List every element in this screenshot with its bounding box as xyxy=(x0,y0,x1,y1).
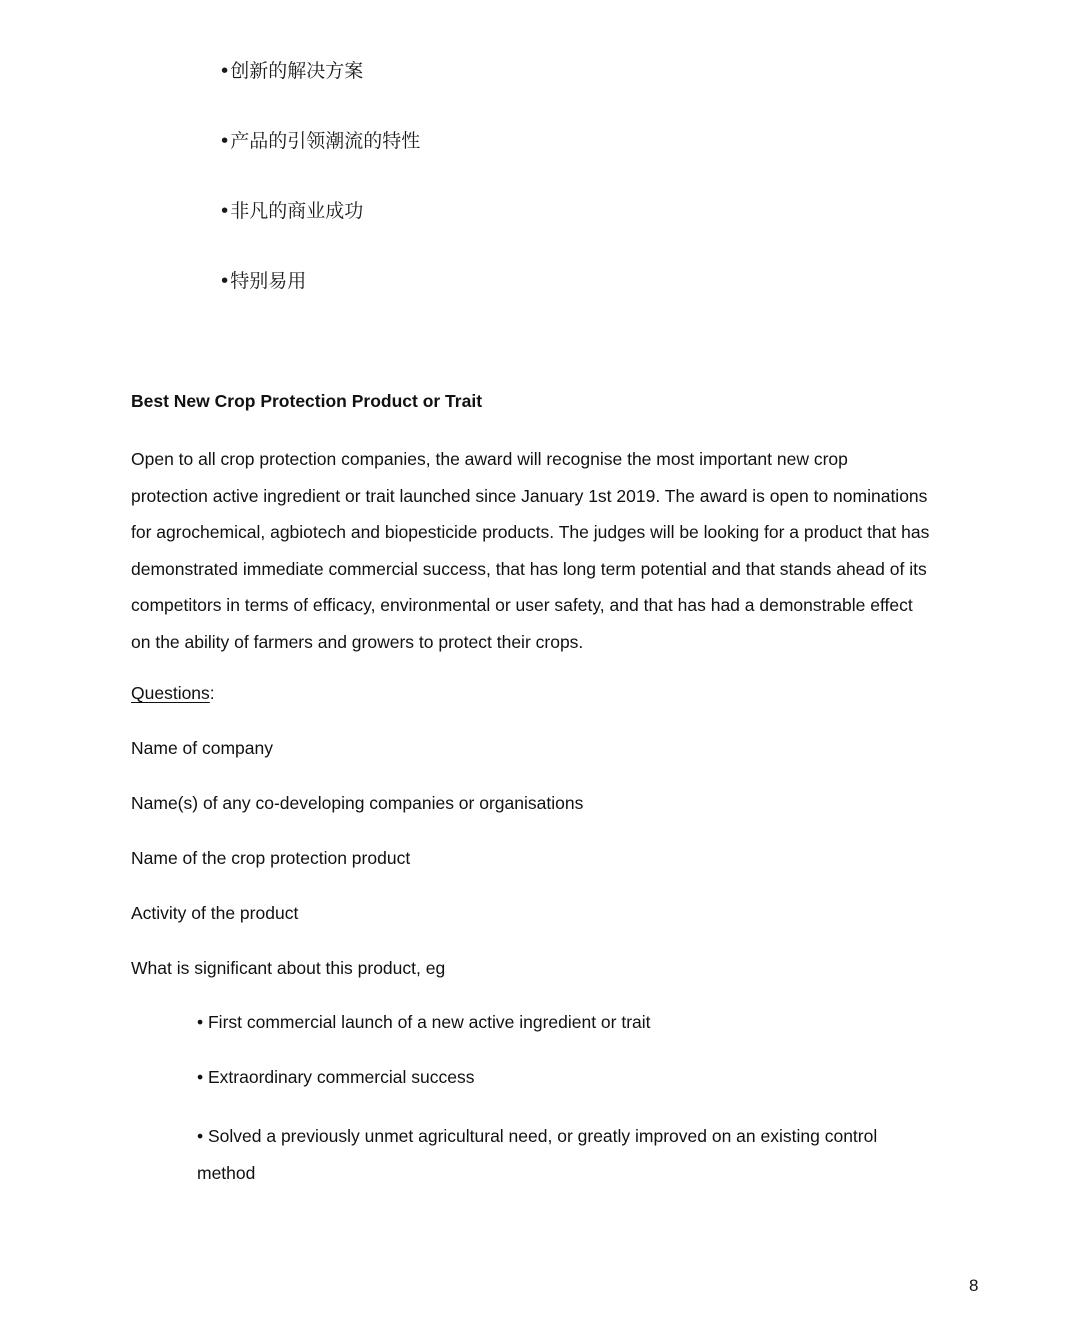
paragraph-line: on the ability of farmers and growers to protect their crops. xyxy=(131,631,584,652)
chinese-bullet-text: 非凡的商业成功 xyxy=(230,200,364,222)
chinese-bullet-text: 特别易用 xyxy=(230,270,307,292)
chinese-bullet-item xyxy=(219,59,363,83)
question-item: Name(s) of any co-developing companies or organisations xyxy=(131,793,584,813)
chinese-bullet-item xyxy=(219,269,306,293)
significance-bullet-item-multiline xyxy=(197,1118,957,1192)
chinese-bullet-text: 创新的解决方案 xyxy=(230,60,364,82)
bullet-symbol: • xyxy=(219,60,231,82)
significance-bullet-item: • First commercial launch of a new active ingredient or trait xyxy=(197,1012,651,1032)
paragraph-line: competitors in terms of efficacy, environmental or user safety, and that has had a demonstrable effect xyxy=(131,595,913,616)
bullet-line: • Solved a previously unmet agricultural need, or greatly improved on an existing control xyxy=(197,1126,878,1146)
bullet-symbol: • xyxy=(219,200,231,222)
question-item: What is significant about this product, eg xyxy=(131,958,446,978)
chinese-bullet-item xyxy=(219,199,363,223)
bullet-symbol: • xyxy=(219,130,231,152)
bullet-line: method xyxy=(197,1163,256,1183)
section-heading: Best New Crop Protection Product or Trait xyxy=(131,391,483,411)
questions-label: Questions xyxy=(131,683,210,703)
questions-label-suffix: : xyxy=(209,683,215,703)
paragraph-line: for agrochemical, agbiotech and biopesticide products. The judges will be looking for a product that has xyxy=(131,522,930,543)
question-item: Name of the crop protection product xyxy=(131,848,411,868)
bullet-symbol: • xyxy=(219,270,231,292)
question-item: Name of company xyxy=(131,738,274,758)
paragraph-line: protection active ingredient or trait launched since January 1st 2019. The award is open to nominations xyxy=(131,485,928,506)
paragraph-line: demonstrated immediate commercial success, that has long term potential and that stands ahead of its xyxy=(131,558,927,579)
chinese-bullet-text: 产品的引领潮流的特性 xyxy=(230,130,421,152)
chinese-bullet-item xyxy=(219,129,420,153)
award-description-paragraph xyxy=(131,441,991,661)
significance-bullet-item: • Extraordinary commercial success xyxy=(197,1067,475,1087)
questions-heading xyxy=(131,681,215,705)
paragraph-line: Open to all crop protection companies, the award will recognise the most important new crop xyxy=(131,449,848,469)
question-item: Activity of the product xyxy=(131,903,299,923)
page-number: 8 xyxy=(969,1276,979,1295)
